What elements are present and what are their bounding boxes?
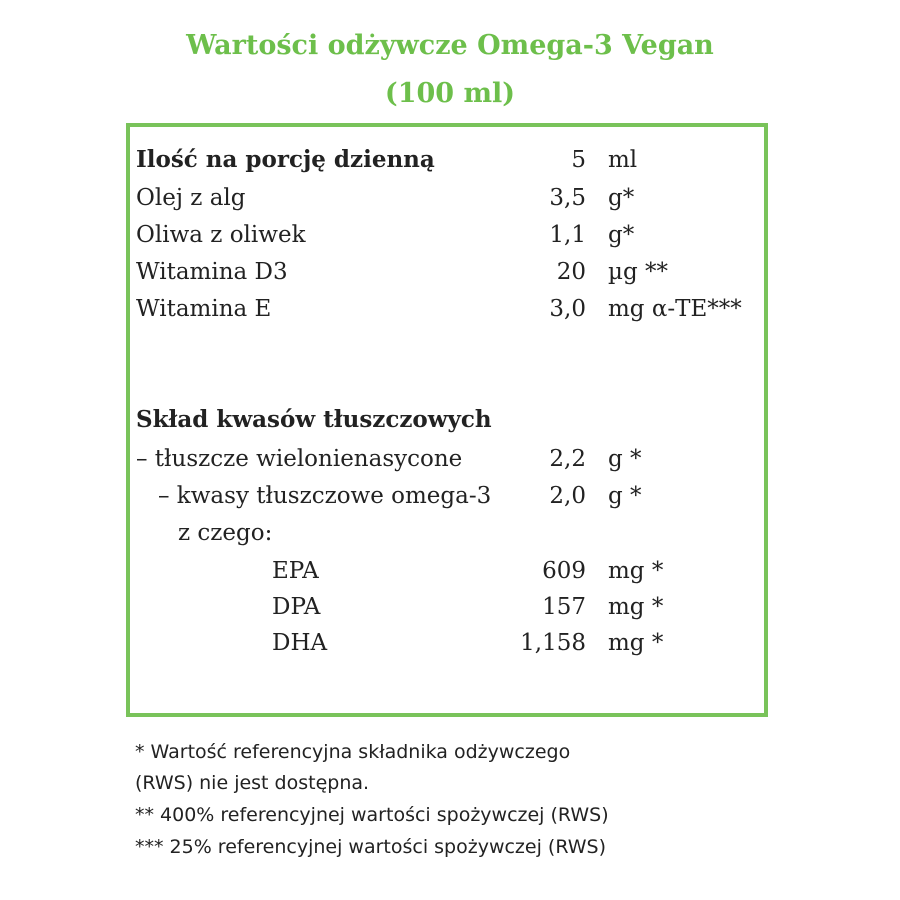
nutrient-unit: mg α-TE***	[608, 296, 742, 322]
dha-label: DHA	[272, 630, 328, 656]
table-row	[0, 588, 900, 626]
nutrient-unit: g*	[608, 222, 635, 248]
table-row	[0, 179, 900, 217]
dpa-value: 157	[542, 594, 586, 620]
nutrient-value: 3,0	[549, 296, 586, 322]
pufa-label: – tłuszcze wielonienasycone	[136, 446, 463, 472]
footnote-3: *** 25% referencyjnej wartości spożywczej (RWS)	[135, 836, 607, 858]
fatty-acids-heading: Skład kwasów tłuszczowych	[136, 406, 492, 433]
dha-value: 1,158	[520, 630, 586, 656]
nutrient-label: Oliwa z oliwek	[136, 222, 306, 248]
table-row	[0, 290, 900, 328]
nutrient-label: Olej z alg	[136, 185, 246, 211]
serving-heading-value: 5	[571, 147, 586, 173]
table-row	[0, 216, 900, 254]
table-row	[0, 253, 900, 291]
serving-heading-unit: ml	[608, 147, 638, 173]
dpa-unit: mg *	[608, 594, 664, 620]
table-row	[0, 440, 900, 478]
nutrient-value: 1,1	[549, 222, 586, 248]
footnote-1-continued: (RWS) nie jest dostępna.	[135, 772, 370, 794]
omega3-unit: g *	[608, 483, 642, 509]
table-row	[0, 624, 900, 662]
nutrient-label: Witamina D3	[136, 259, 288, 285]
omega3-value: 2,0	[549, 483, 586, 509]
nutrient-value: 3,5	[549, 185, 586, 211]
fatty-acids-heading-row	[0, 401, 900, 439]
serving-heading: Ilość na porcję dzienną	[136, 146, 435, 173]
of-which-row	[0, 514, 900, 552]
pufa-value: 2,2	[549, 446, 586, 472]
pufa-unit: g *	[608, 446, 642, 472]
of-which-label: z czego:	[178, 520, 273, 546]
dha-unit: mg *	[608, 630, 664, 656]
footnote-1: * Wartość referencyjna składnika odżywczego	[135, 741, 571, 763]
dpa-label: DPA	[272, 594, 321, 620]
epa-label: EPA	[272, 558, 319, 584]
nutrient-unit: µg **	[608, 259, 668, 285]
nutrient-label: Witamina E	[136, 296, 272, 322]
table-row	[0, 477, 900, 515]
epa-unit: mg *	[608, 558, 664, 584]
footnote-2: ** 400% referencyjnej wartości spożywczej (RWS)	[135, 804, 609, 826]
page-subtitle: (100 ml)	[384, 78, 516, 109]
omega3-label: – kwasy tłuszczowe omega-3	[158, 483, 492, 509]
nutrient-value: 20	[556, 259, 586, 285]
table-row	[0, 552, 900, 590]
epa-value: 609	[542, 558, 586, 584]
serving-heading-row	[0, 141, 900, 179]
nutrient-unit: g*	[608, 185, 635, 211]
page-title: Wartości odżywcze Omega-3 Vegan	[186, 30, 714, 61]
